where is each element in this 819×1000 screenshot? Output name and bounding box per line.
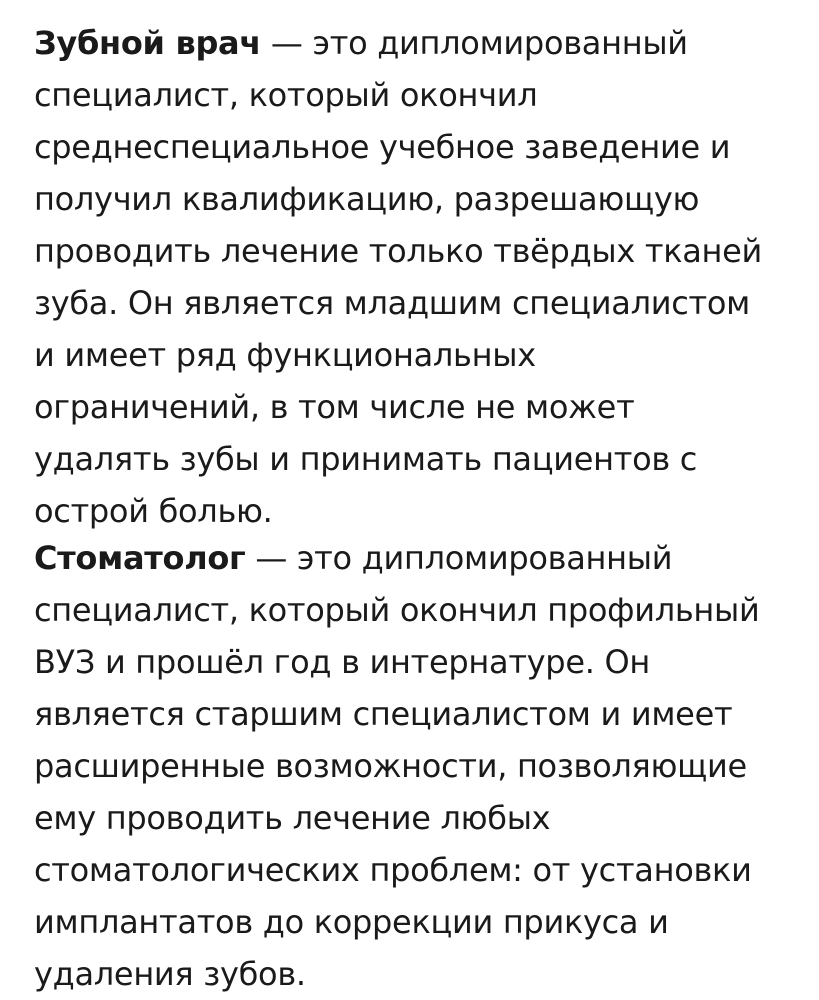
text-line: является старшим специалистом и имеет (34, 695, 733, 733)
text-line (34, 17, 804, 69)
paragraph-dentist (34, 17, 804, 537)
text-line: проводить лечение только твёрдых тканей (34, 232, 763, 270)
text-line: и имеет ряд функциональных (34, 336, 536, 374)
text-line (34, 532, 804, 584)
text-line: удаления зубов. (34, 955, 306, 993)
text-line: специалист, который окончил профильный (34, 591, 760, 629)
text-line: расширенные возможности, позволяющие (34, 747, 747, 785)
paragraph-stomatologist (34, 532, 804, 1000)
text-line: зуба. Он является младшим специалистом (34, 284, 750, 322)
text-line: получил квалификацию, разрешающую (34, 180, 700, 218)
text-line: ему проводить лечение любых (34, 799, 551, 837)
term-dentist: Зубной врач (34, 24, 262, 62)
text-line: ВУЗ и прошёл год в интернатуре. Он (34, 643, 650, 681)
text-line: специалист, который окончил (34, 76, 538, 114)
text-line: удалять зубы и принимать пациентов с (34, 440, 698, 478)
text-segment: — это дипломированный (245, 539, 673, 577)
text-line: ограничений, в том числе не может (34, 388, 635, 426)
text-line: имплантатов до коррекции прикуса и (34, 903, 669, 941)
text-segment: — это дипломированный (261, 24, 688, 62)
text-line: острой болью. (34, 492, 273, 530)
text-line: среднеспециальное учебное заведение и (34, 128, 731, 166)
text-line: стоматологических проблем: от установки (34, 851, 752, 889)
term-stomatologist: Стоматолог (34, 539, 246, 577)
